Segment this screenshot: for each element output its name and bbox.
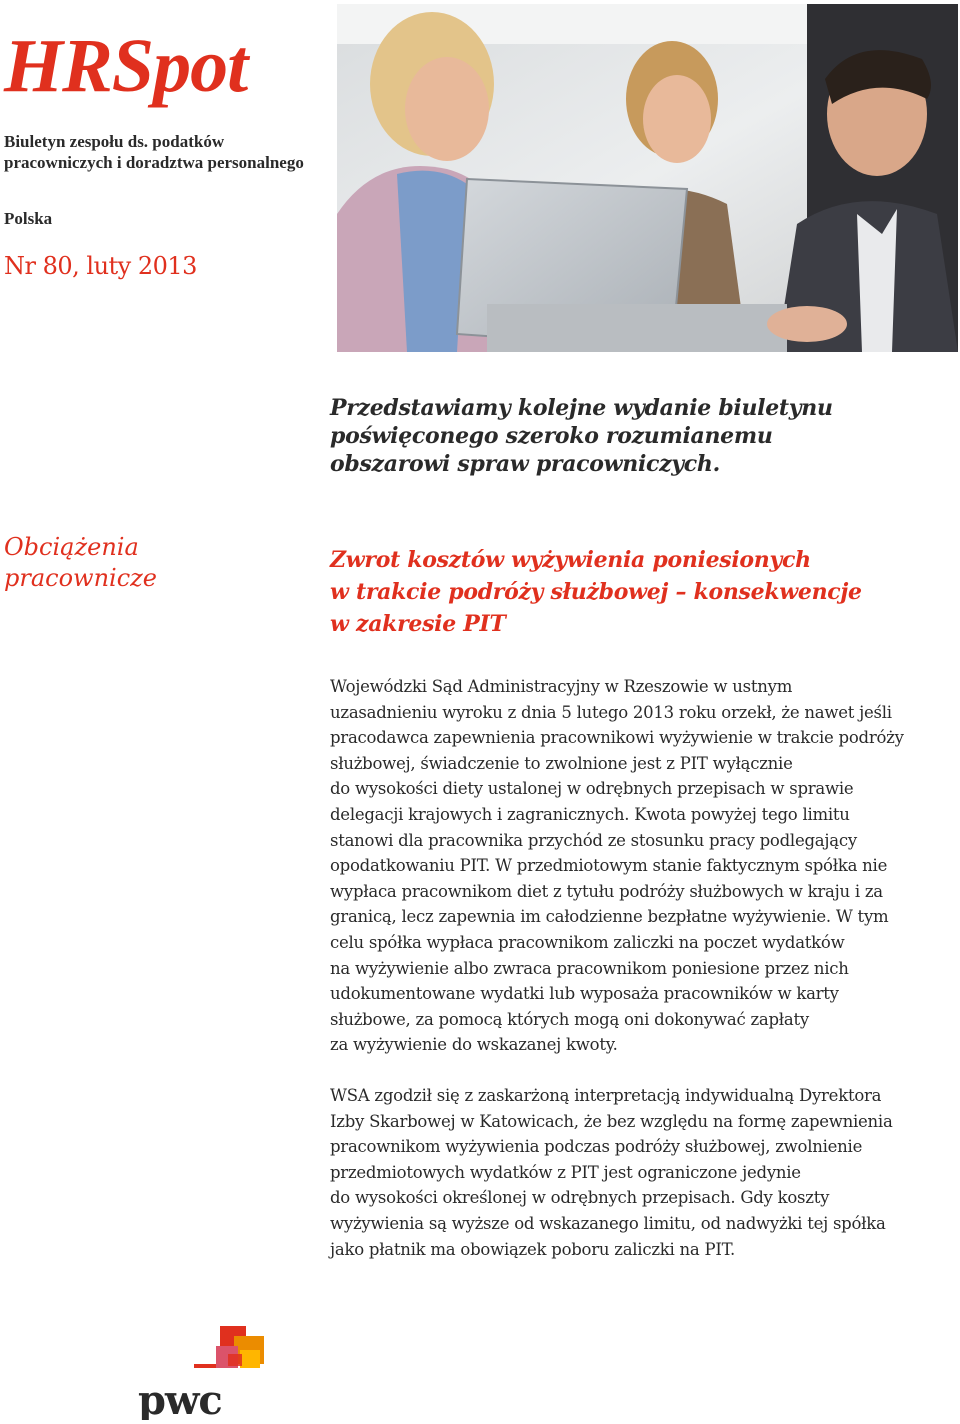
paragraph-line: służbowej, świadczenie to zwolnione jest z PIT wyłącznie <box>330 753 793 773</box>
intro-line: Przedstawiamy kolejne wydanie biuletynu <box>330 395 833 421</box>
section-heading-line: pracownicze <box>4 564 157 592</box>
paragraph-line: wypłaca pracownikom diet z tytułu podróży służbowych w kraju i za <box>330 881 883 901</box>
article-title-line: w zakresie PIT <box>330 611 506 637</box>
article-paragraph-1 <box>330 674 942 1058</box>
paragraph-line: WSA zgodził się z zaskarżoną interpretacją indywidualną Dyrektora <box>330 1086 882 1105</box>
paragraph-line: pracownikom wyżywienia podczas podróży służbowej, zwolnienie <box>330 1137 863 1157</box>
section-heading <box>4 532 264 594</box>
intro-line: obszarowi spraw pracowniczych. <box>330 451 720 477</box>
paragraph-line: granicą, lecz zapewnia im całodzienne bezpłatne wyżywienie. W tym <box>330 907 889 927</box>
article-title <box>330 544 930 640</box>
paragraph-line: służbowe, za pomocą których mogą oni dokonywać zapłaty <box>330 1009 809 1029</box>
business-meeting-photo <box>337 4 958 352</box>
brand-title: HRSpot <box>4 24 248 108</box>
article-paragraph-2 <box>330 1083 942 1262</box>
paragraph-line: pracodawca zapewnienia pracownikowi wyżywienie w trakcie podróży <box>330 728 904 748</box>
intro-line: poświęconego szeroko rozumianemu <box>330 423 773 449</box>
pwc-logo-text: pwc <box>138 1377 222 1420</box>
paragraph-line: opodatkowaniu PIT. W przedmiotowym stanie faktycznym spółka nie <box>330 856 888 876</box>
paragraph-line: Izby Skarbowej w Katowicach, że bez względu na formę zapewnienia <box>330 1111 893 1131</box>
paragraph-line: uzasadnieniu wyroku z dnia 5 lutego 2013 roku orzekł, że nawet jeśli <box>330 702 892 722</box>
paragraph-line: za wyżywienie do wskazanej kwoty. <box>330 1035 618 1055</box>
country-label: Polska <box>4 209 53 228</box>
paragraph-line: stanowi dla pracownika przychód ze stosunku pracy podlegający <box>330 830 857 850</box>
article-title-line: Zwrot kosztów wyżywienia poniesionych <box>330 547 811 573</box>
article-title-line: w trakcie podróży służbowej – konsekwencje <box>330 579 862 605</box>
paragraph-line: Wojewódzki Sąd Administracyjny w Rzeszowie w ustnym <box>330 677 793 696</box>
paragraph-line: przedmiotowych wydatków z PIT jest ograniczone jedynie <box>330 1162 801 1182</box>
paragraph-line: do wysokości diety ustalonej w odrębnych przepisach w sprawie <box>330 779 854 799</box>
paragraph-line: jako płatnik ma obowiązek poboru zaliczki na PIT. <box>330 1239 735 1259</box>
paragraph-line: do wysokości określonej w odrębnych przepisach. Gdy koszty <box>330 1188 830 1208</box>
paragraph-line: wyżywienia są wyższe od wskazanego limitu, od nadwyżki tej spółka <box>330 1213 886 1233</box>
pwc-logo <box>136 1324 266 1420</box>
section-heading-line: Obciążenia <box>4 533 139 561</box>
paragraph-line: na wyżywienie albo zwraca pracownikom poniesione przez nich <box>330 958 849 978</box>
bulletin-subtitle: Biuletyn zespołu ds. podatków pracowniczych i doradztwa personalnego <box>4 132 304 172</box>
intro-text <box>330 394 930 478</box>
paragraph-line: celu spółka wypłaca pracownikom zaliczki na poczet wydatków <box>330 932 845 952</box>
paragraph-line: udokumentowane wydatki lub wyposaża pracowników w karty <box>330 984 839 1004</box>
paragraph-line: delegacji krajowych i zagranicznych. Kwota powyżej tego limitu <box>330 804 850 824</box>
issue-number: Nr 80, luty 2013 <box>4 252 197 280</box>
